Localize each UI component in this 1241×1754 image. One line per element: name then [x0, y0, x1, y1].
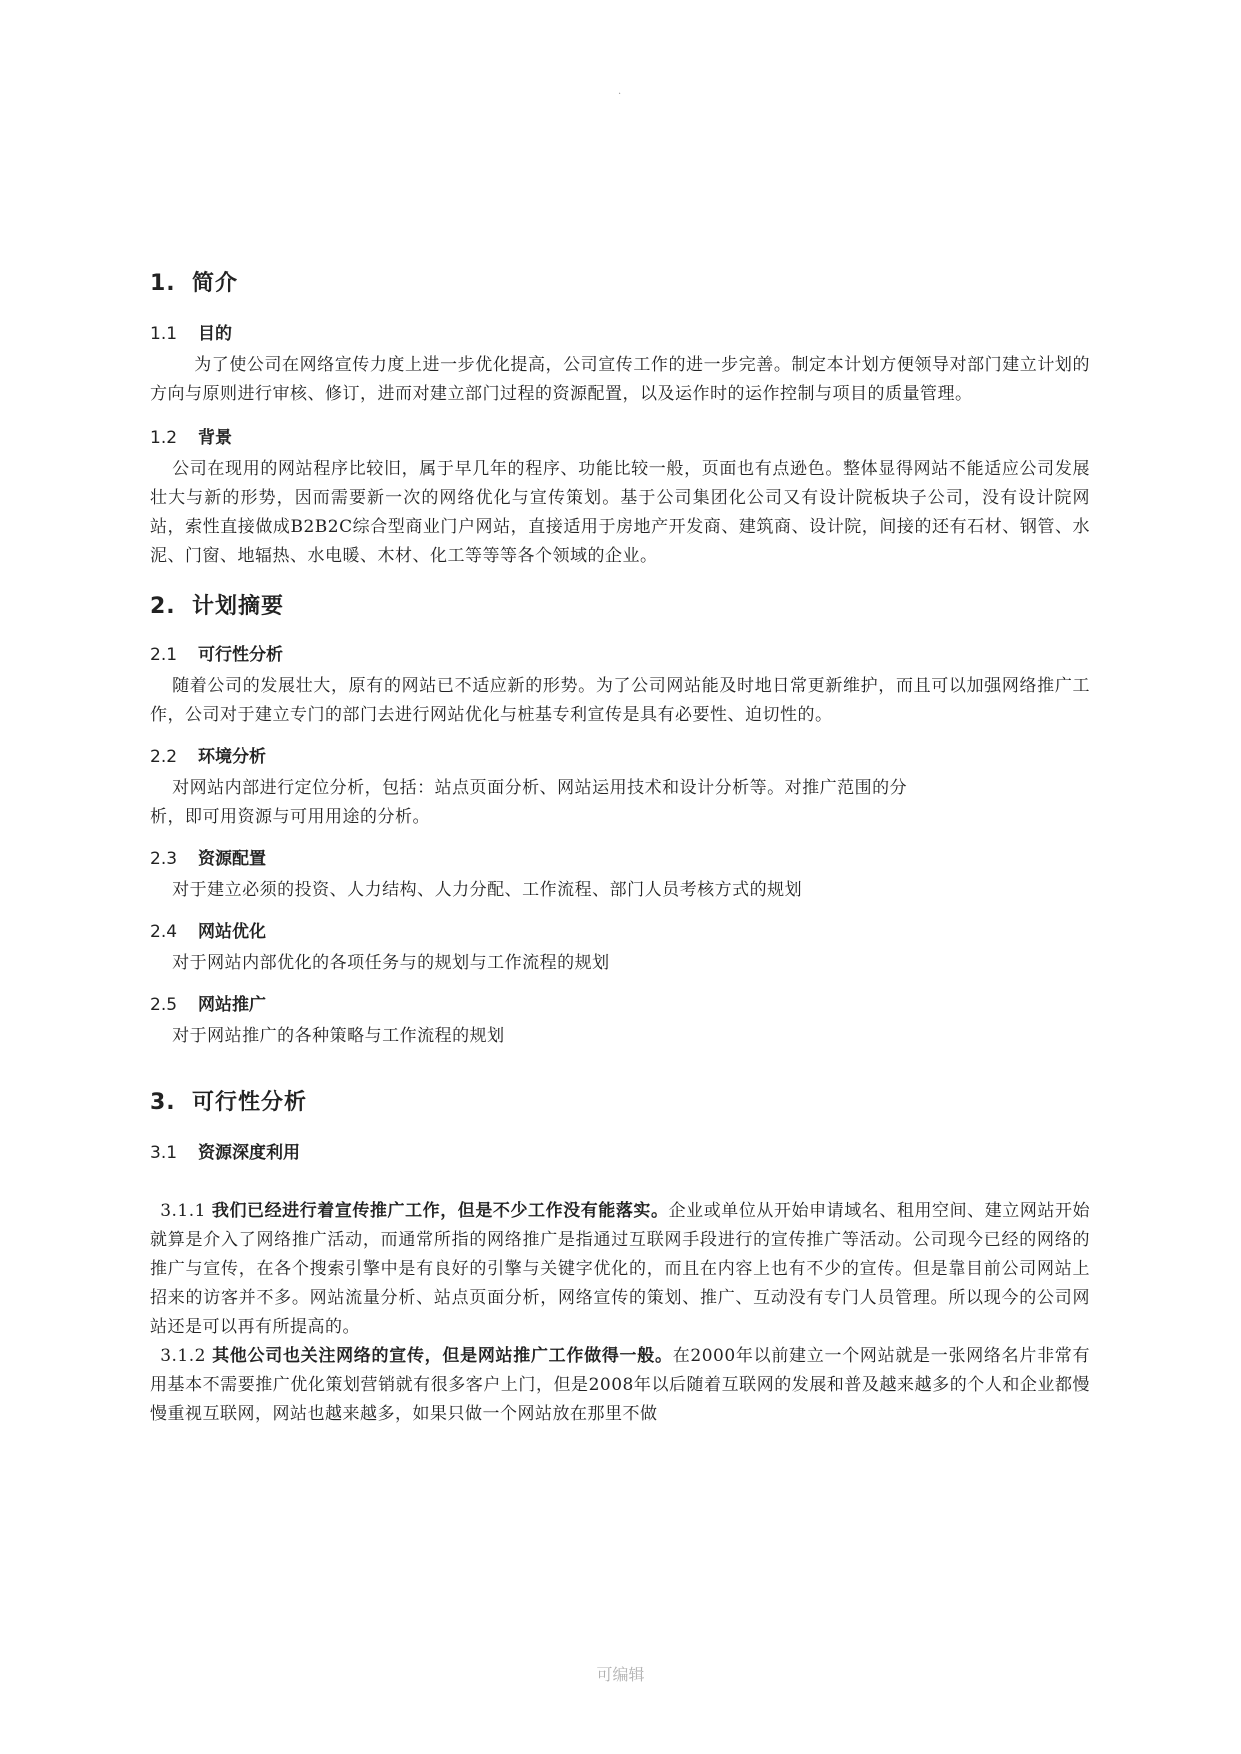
subsection-number: 2.2	[150, 747, 178, 767]
section-title: 计划摘要	[192, 594, 285, 619]
section-2-3-heading	[150, 844, 1090, 869]
section-title: 简介	[192, 271, 239, 296]
section-2-5-paragraph: 对于网站推广的各种策略与工作流程的规划	[172, 1026, 505, 1046]
section-2-2-paragraph-line-2: 析，即可用资源与可用用途的分析。	[150, 807, 430, 827]
subsection-title: 资源配置	[198, 849, 266, 869]
section-3-1-2-paragraph	[150, 1342, 1090, 1429]
section-2-2-heading	[150, 742, 1090, 767]
section-2-1-paragraph: 随着公司的发展壮大，原有的网站已不适应新的形势。为了公司网站能及时地日常更新维护，而且可以加强网络推广工作，公司对于建立专门的部门去进行网站优化与桩基专利宣传是具有必要性、迫切性的。	[150, 676, 1090, 725]
paragraph-lead: 其他公司也关注网络的宣传，但是网站推广工作做得一般。	[212, 1346, 673, 1366]
paragraph-text: 在2000年以前建立一个网站就是一张网络名片非常有用基本不需要推广优化策划营销就有很多客户上门，但是2008年以后随着互联网的发展和普及越来越多的个人和企业都慢慢重视互联网，网站也越来越多，如果只做一个网站放在那里不做	[150, 1346, 1091, 1424]
section-2-3-paragraph: 对于建立必须的投资、人力结构、人力分配、工作流程、部门人员考核方式的规划	[172, 880, 803, 900]
header-dot: .	[618, 86, 622, 97]
section-2-1-heading	[150, 640, 1090, 665]
section-2-4-heading	[150, 917, 1090, 942]
subsection-title: 环境分析	[198, 747, 266, 767]
section-1-heading	[150, 266, 1090, 297]
section-1-2-heading	[150, 423, 1090, 448]
subsection-number: 3.1	[150, 1143, 178, 1163]
section-2-2-paragraph-line-1: 对网站内部进行定位分析，包括：站点页面分析、网站运用技术和设计分析等。对推广范围的分	[172, 778, 908, 798]
subsection-title: 网站优化	[198, 922, 266, 942]
paragraph-text: 企业或单位从开始申请域名、租用空间、建立网站开始就算是介入了网络推广活动，而通常所指的网络推广是指通过互联网手段进行的宣传推广等活动。公司现今已经的网络的推广与宣传，在各个搜索引擎中是有良好的引擎与关键字优化的，而且在内容上也有不少的宣传。但是靠目前公司网站上招来的访客并不多。网站流量分析、站点页面分析，网络宣传的策划、推广、互动没有专门人员管理。所以现今的公司网站还是可以再有所提高的。	[150, 1201, 1091, 1337]
subsection-title: 可行性分析	[198, 645, 283, 665]
section-number: 2.	[150, 594, 176, 619]
section-1-2-paragraph: 公司在现用的网站程序比较旧，属于早几年的程序、功能比较一般，页面也有点逊色。整体显得网站不能适应公司发展壮大与新的形势，因而需要新一次的网络优化与宣传策划。基于公司集团化公司又有设计院板块子公司，没有设计院网站，索性直接做成B2B2C综合型商业门户网站，直接适用于房地产开发商、建筑商、设计院，间接的还有石材、钢管、水泥、门窗、地辐热、水电暖、木材、化工等等等各个领域的企业。	[150, 459, 1090, 566]
section-3-heading	[150, 1085, 1090, 1116]
section-2-4-paragraph: 对于网站内部优化的各项任务与的规划与工作流程的规划	[172, 953, 610, 973]
subsection-number: 2.3	[150, 849, 178, 869]
section-2-heading	[150, 589, 1090, 620]
section-1-1-paragraph: 为了使公司在网络宣传力度上进一步优化提高，公司宣传工作的进一步完善。制定本计划方便领导对部门建立计划的方向与原则进行审核、修订，进而对建立部门过程的资源配置，以及运作时的运作控制与项目的质量管理。	[150, 355, 1090, 404]
section-2-5-heading	[150, 990, 1090, 1015]
section-3-1-1-paragraph	[150, 1197, 1090, 1342]
subsection-number: 1.2	[150, 428, 178, 448]
subsection-title: 资源深度利用	[198, 1143, 300, 1163]
subsection-number: 2.4	[150, 922, 178, 942]
section-3-1-heading	[150, 1138, 1090, 1163]
section-number: 1.	[150, 271, 176, 296]
section-title: 可行性分析	[192, 1090, 308, 1115]
paragraph-number: 3.1.1	[160, 1201, 206, 1221]
footer-note: 可编辑	[596, 1665, 645, 1684]
paragraph-number: 3.1.2	[160, 1346, 206, 1366]
subsection-title: 背景	[198, 428, 232, 448]
subsection-number: 2.1	[150, 645, 178, 665]
subsection-title: 目的	[198, 324, 232, 344]
subsection-title: 网站推广	[198, 995, 266, 1015]
document-body	[150, 266, 1090, 1429]
subsection-number: 2.5	[150, 995, 178, 1015]
section-number: 3.	[150, 1090, 176, 1115]
subsection-number: 1.1	[150, 324, 178, 344]
section-1-1-heading	[150, 319, 1090, 344]
paragraph-lead: 我们已经进行着宣传推广工作，但是不少工作没有能落实。	[211, 1201, 669, 1221]
